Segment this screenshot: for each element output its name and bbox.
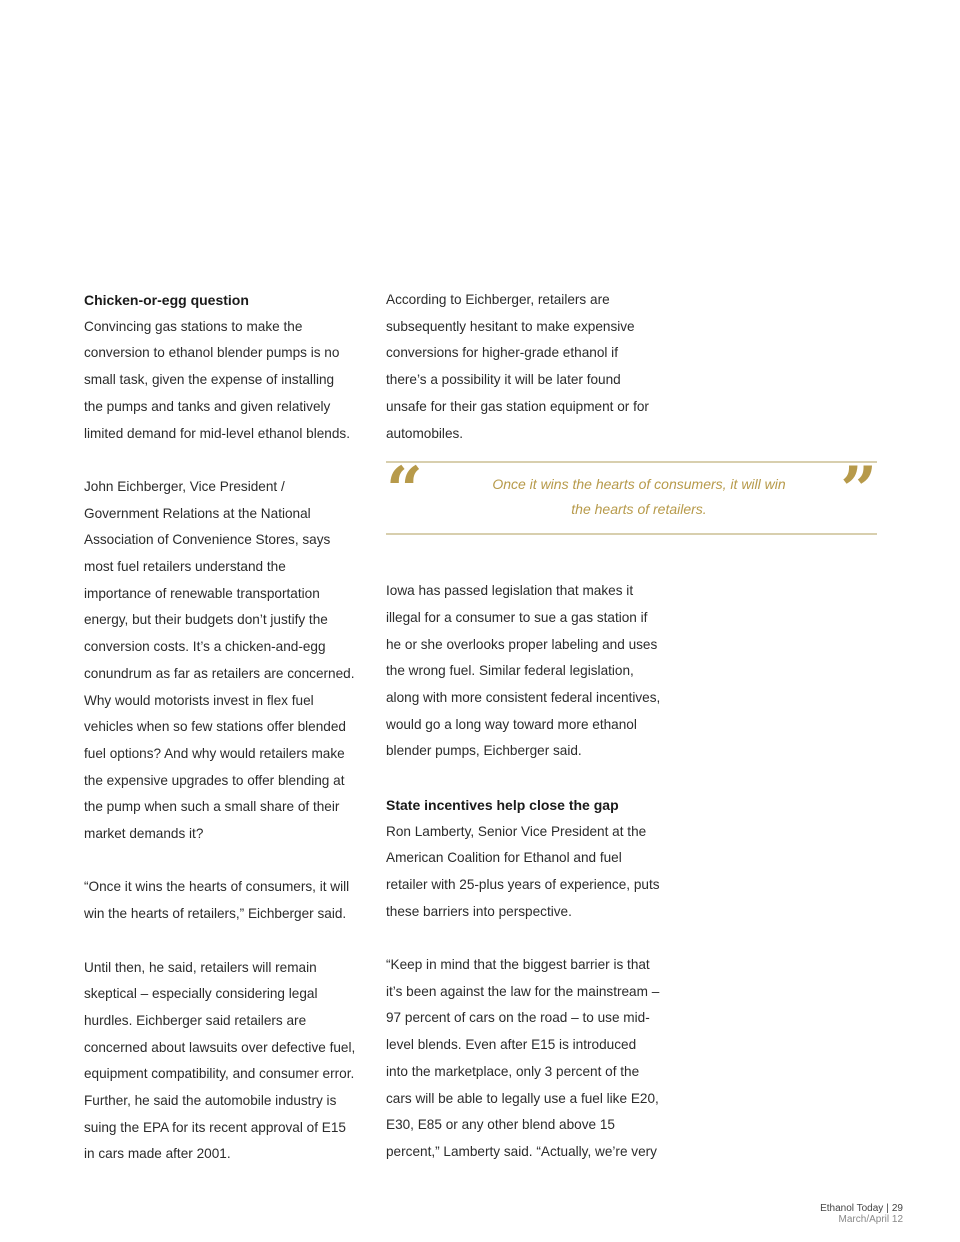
footer-separator: |	[886, 1203, 889, 1214]
section-heading-chicken-or-egg: Chicken-or-egg question	[84, 292, 249, 308]
section-heading-state-incentives: State incentives help close the gap	[386, 796, 619, 813]
page-footer	[820, 1203, 903, 1225]
paragraph: “Once it wins the hearts of consumers, it will win the hearts of retailers,” Eichberger said.	[84, 879, 350, 922]
open-quote-icon: “	[386, 453, 423, 528]
publication-name: Ethanol Today	[820, 1203, 884, 1214]
pull-quote-text: Once it wins the hearts of consumers, it will win the hearts of retailers.	[492, 476, 786, 517]
paragraph: John Eichberger, Vice President / Government Relations at the National Association of Convenience Stores, says most fuel retailers understand the importance of renewable transportation energy, but their budgets don’t justify the conversion costs. It’s a chicken-and-egg conundrum as far as retailers are concerned. Why would motorists invest in flex fuel vehicles when so few stations offer blended fuel options? And why would retailers make the expensive upgrades to offer blending at the pump when such a small share of their market demands it?	[84, 478, 355, 842]
paragraph: Iowa has passed legislation that makes it illegal for a consumer to sue a gas station if he or she overlooks proper labeling and uses the wrong fuel. Similar federal legislation, along with more consistent federal incentives, would go a long way toward more ethanol blender pumps, Eichberger said.	[386, 583, 661, 759]
paragraph: Ron Lamberty, Senior Vice President at the American Coalition for Ethanol and fuel retailer with 25-plus years of experience, puts these barriers into perspective.	[386, 823, 660, 919]
article-right-column	[386, 287, 661, 1192]
article-left-column	[84, 287, 356, 1195]
page-number: 29	[891, 1203, 903, 1214]
issue-date: March/April 12	[838, 1214, 903, 1225]
footer-line	[820, 1203, 903, 1214]
paragraph: Convincing gas stations to make the conversion to ethanol blender pumps is no small task, given the expense of installing the pumps and tanks and given relatively limited demand for mid-level ethanol blends.	[84, 318, 350, 441]
paragraph: Until then, he said, retailers will remain skeptical – especially considering legal hurdles. Eichberger said retailers are concerned about lawsuits over defective fuel, equipment compatibility, and consumer error. Further, he said the automobile industry is suing the EPA for its recent approval of E15 in cars made after 2001.	[84, 959, 356, 1162]
close-quote-icon: ”	[840, 453, 877, 528]
pull-quote	[386, 453, 877, 535]
paragraph: According to Eichberger, retailers are subsequently hesitant to make expensive conversions for higher-grade ethanol if there’s a possibility it will be later found unsafe for their gas station equipment or for automobiles.	[386, 292, 649, 441]
paragraph: “Keep in mind that the biggest barrier is that it’s been against the law for the mainstream – 97 percent of cars on the road – to use mid-level blends. Even after E15 is introduced into the marketplace, only 3 percent of the cars will be able to legally use a fuel like E20, E30, E85 or any other blend above 15 percent,” Lamberty said. “Actually, we’re very	[386, 957, 660, 1159]
